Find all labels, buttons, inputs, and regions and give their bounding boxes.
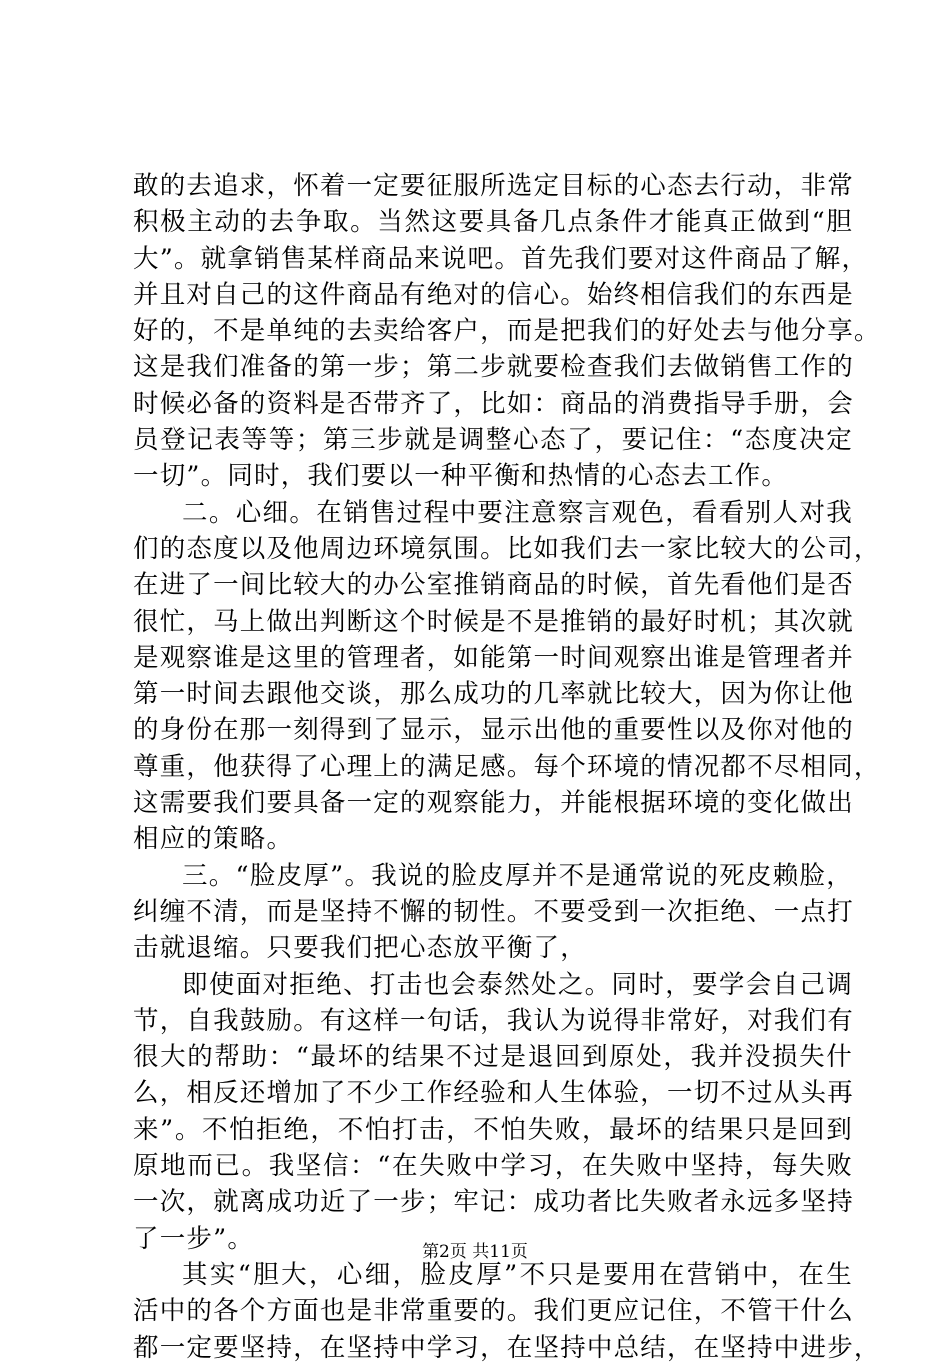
text-line: 是观察谁是这里的管理者，如能第一时间观察出谁是管理者并 (133, 642, 854, 673)
text-line: 尊重，他获得了心理上的满足感。每个环境的情况都不尽相同， (133, 751, 881, 782)
body-text (133, 168, 881, 1366)
text-line: 了一步”。 (133, 1223, 255, 1254)
text-line: 都一定要坚持，在坚持中学习，在坚持中总结，在坚持中进步， (133, 1332, 881, 1363)
text-line: 很忙，马上做出判断这个时候是不是推销的最好时机；其次就 (133, 606, 854, 637)
text-line: 一切”。同时，我们要以一种平衡和热情的心态去工作。 (133, 461, 789, 492)
text-line: 的身份在那一刻得到了显示，显示出他的重要性以及你对他的 (133, 715, 854, 746)
text-line: 第一时间去跟他交谈，那么成功的几率就比较大，因为你让他 (133, 679, 854, 710)
text-line: 击就退缩。只要我们把心态放平衡了， (133, 933, 587, 964)
text-line: 这是我们准备的第一步；第二步就要检查我们去做销售工作的 (133, 352, 854, 383)
paragraph-start-line: 三。“脸皮厚”。我说的脸皮厚并不是通常说的死皮赖脸， (182, 860, 853, 891)
text-line: 活中的各个方面也是非常重要的。我们更应记住，不管干什么 (133, 1296, 854, 1327)
text-line: 节，自我鼓励。有这样一句话，我认为说得非常好，对我们有 (133, 1005, 854, 1036)
text-line: 时候必备的资料是否带齐了，比如：商品的消费指导手册，会 (133, 388, 854, 419)
text-line: 一次，就离成功近了一步；牢记：成功者比失败者永远多坚持 (133, 1187, 854, 1218)
text-line: 敢的去追求，怀着一定要征服所选定目标的心态去行动，非常 (133, 171, 854, 201)
text-line: 积极主动的去争取。当然这要具备几点条件才能真正做到“胆 (133, 207, 853, 238)
text-line: 这需要我们要具备一定的观察能力，并能根据环境的变化做出 (133, 788, 854, 819)
page-number-footer: 第2页 共11页 (422, 1242, 528, 1262)
paragraph-start-line: 即使面对拒绝、打击也会泰然处之。同时，要学会自己调 (182, 969, 853, 1000)
text-line: 们的态度以及他周边环境氛围。比如我们去一家比较大的公司， (133, 533, 881, 564)
text-line: 来”。不怕拒绝，不怕打击，不怕失败，最坏的结果只是回到 (133, 1114, 853, 1145)
text-line: 很大的帮助：“最坏的结果不过是退回到原处，我并没损失什 (133, 1042, 853, 1073)
paragraph-start-line: 二。心细。在销售过程中要注意察言观色，看看别人对我 (182, 497, 853, 528)
text-line: 并且对自己的这件商品有绝对的信心。始终相信我们的东西是 (133, 279, 854, 310)
text-line: 么，相反还增加了不少工作经验和人生体验，一切不过从头再 (133, 1078, 854, 1109)
text-line: 原地而已。我坚信：“在失败中学习，在失败中坚持，每失败 (133, 1151, 853, 1182)
text-line: 好的，不是单纯的去卖给客户，而是把我们的好处去与他分享。 (133, 316, 881, 347)
text-line: 纠缠不清，而是坚持不懈的韧性。不要受到一次拒绝、一点打 (133, 896, 854, 927)
text-line: 大”。就拿销售某样商品来说吧。首先我们要对这件商品了解， (133, 243, 869, 274)
text-line: 相应的策略。 (133, 824, 294, 855)
text-line: 员登记表等等；第三步就是调整心态了，要记住：“态度决定 (133, 425, 853, 456)
text-line: 在进了一间比较大的办公室推销商品的时候，首先看他们是否 (133, 570, 854, 601)
paragraph-start-line: 其实“胆大，心细，脸皮厚”不只是要用在营销中，在生 (182, 1259, 853, 1290)
